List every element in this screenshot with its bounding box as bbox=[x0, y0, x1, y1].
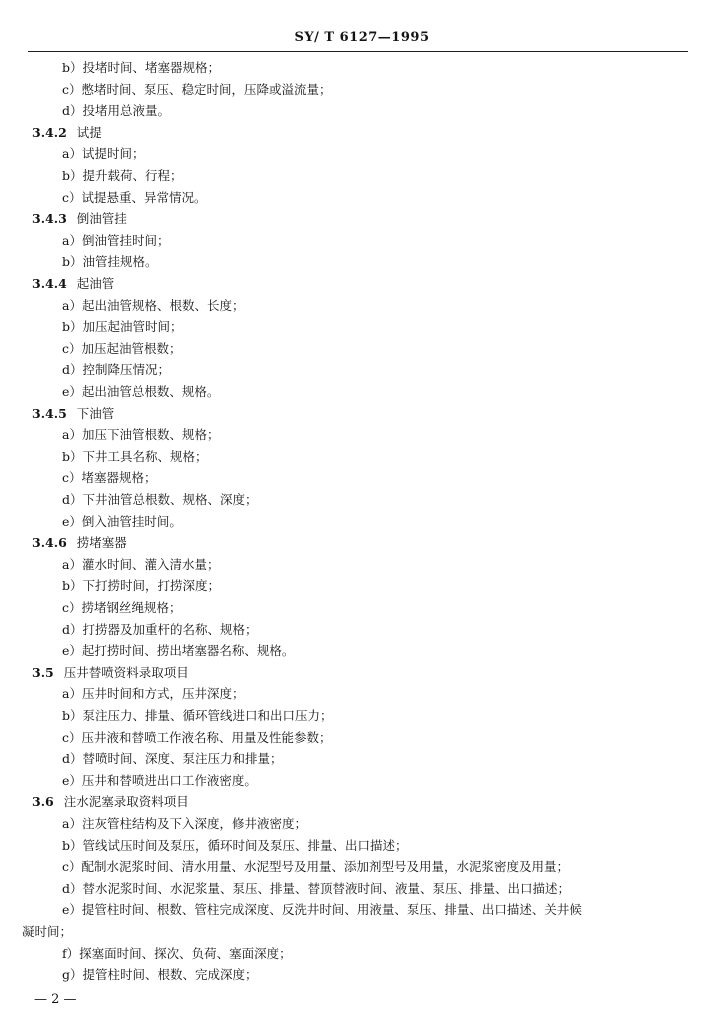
list-item: a）试提时间； bbox=[62, 146, 145, 162]
list-item: e）起打捞时间、捞出堵塞器名称、规格。 bbox=[62, 643, 295, 659]
list-item: d）下井油管总根数、规格、深度； bbox=[62, 492, 258, 507]
list-item: e）提管柱时间、根数、管柱完成深度、反洗井时间、用液量、泵压、排量、出口描述、关井候 bbox=[62, 902, 582, 918]
section-number: 3.5 bbox=[32, 664, 54, 680]
list-item: d）替喷时间、深度、泵注压力和排量； bbox=[62, 751, 283, 767]
section-title: 压井替喷资料录取项目 bbox=[63, 664, 189, 680]
list-item: f）探塞面时间、探次、负荷、塞面深度； bbox=[62, 945, 292, 961]
list-item: d）控制降压情况； bbox=[62, 362, 171, 378]
list-item: d）替水泥浆时间、水泥浆量、泵压、排量、替顶替液时间、液量、泵压、排量、出口描述； bbox=[62, 880, 571, 896]
list-item: b）管线试压时间及泵压，循环时间及泵压、排量、出口描述； bbox=[62, 837, 408, 853]
section-number: 3.4.3 bbox=[32, 211, 67, 227]
list-item: g）提管柱时间、根数、完成深度； bbox=[62, 967, 258, 983]
section-title: 下油管 bbox=[76, 405, 115, 421]
list-item: c）试提悬重、异常情况。 bbox=[62, 189, 207, 205]
list-item: a）注灰管柱结构及下入深度，修井液密度； bbox=[62, 816, 307, 831]
section-title: 起油管 bbox=[76, 276, 115, 291]
list-item: a）起出油管规格、根数、长度； bbox=[62, 297, 245, 313]
list-item: b）油管挂规格。 bbox=[62, 254, 158, 270]
list-item: b）下打捞时间，打捞深度； bbox=[62, 578, 221, 594]
section-number: 3.4.4 bbox=[32, 276, 67, 291]
list-item: d）投堵用总液量。 bbox=[62, 103, 171, 119]
list-item: c）憋堵时间、泵压、稳定时间，压降或溢流量； bbox=[62, 81, 332, 97]
page-number: — 2 — bbox=[34, 992, 77, 1007]
list-item: b）加压起油管时间； bbox=[62, 319, 183, 335]
section-number: 3.4.5 bbox=[32, 405, 67, 421]
section-heading bbox=[32, 209, 127, 229]
section-number: 3.4.6 bbox=[32, 535, 67, 551]
list-item: c）堵塞器规格； bbox=[62, 470, 157, 486]
list-item: c）加压起油管根数； bbox=[62, 340, 182, 356]
list-item-continuation: 凝时间； bbox=[22, 924, 73, 939]
section-heading bbox=[32, 663, 189, 683]
list-item: e）起出油管总根数、规格。 bbox=[62, 384, 220, 399]
section-title: 注水泥塞录取资料项目 bbox=[63, 794, 189, 810]
list-item: e）倒入油管挂时间。 bbox=[62, 513, 182, 529]
list-item: c）压井液和替喷工作液名称、用量及性能参数； bbox=[62, 729, 332, 745]
list-item: c）配制水泥浆时间、清水用量、水泥型号及用量、添加剂型号及用量，水泥浆密度及用量； bbox=[62, 859, 570, 875]
section-number: 3.6 bbox=[32, 794, 54, 810]
list-item: d）打捞器及加重杆的名称、规格； bbox=[62, 621, 258, 637]
list-item: c）捞堵钢丝绳规格； bbox=[62, 600, 182, 615]
section-heading bbox=[32, 404, 114, 424]
list-item: a）灌水时间、灌入清水量； bbox=[62, 556, 220, 572]
section-heading bbox=[32, 123, 102, 143]
section-heading bbox=[32, 792, 189, 812]
section-title: 倒油管挂 bbox=[76, 211, 127, 227]
standard-code-header: SY/ T 6127—1995 bbox=[294, 30, 430, 45]
list-item: b）提升载荷、行程； bbox=[62, 168, 183, 183]
list-item: b）泵注压力、排量、循环管线进口和出口压力； bbox=[62, 708, 333, 723]
list-item: a）压井时间和方式，压井深度； bbox=[62, 686, 245, 702]
section-heading bbox=[32, 274, 114, 294]
section-title: 捞堵塞器 bbox=[76, 535, 127, 551]
header-rule bbox=[28, 51, 688, 52]
list-item: e）压井和替喷进出口工作液密度。 bbox=[62, 772, 257, 788]
section-heading bbox=[32, 533, 127, 553]
list-item: b）下井工具名称、规格； bbox=[62, 448, 208, 464]
section-title: 试提 bbox=[76, 124, 102, 140]
list-item: a）倒油管挂时间； bbox=[62, 232, 170, 248]
section-number: 3.4.2 bbox=[32, 124, 67, 140]
list-item: a）加压下油管根数、规格； bbox=[62, 427, 220, 443]
list-item: b）投堵时间、堵塞器规格； bbox=[62, 60, 221, 75]
